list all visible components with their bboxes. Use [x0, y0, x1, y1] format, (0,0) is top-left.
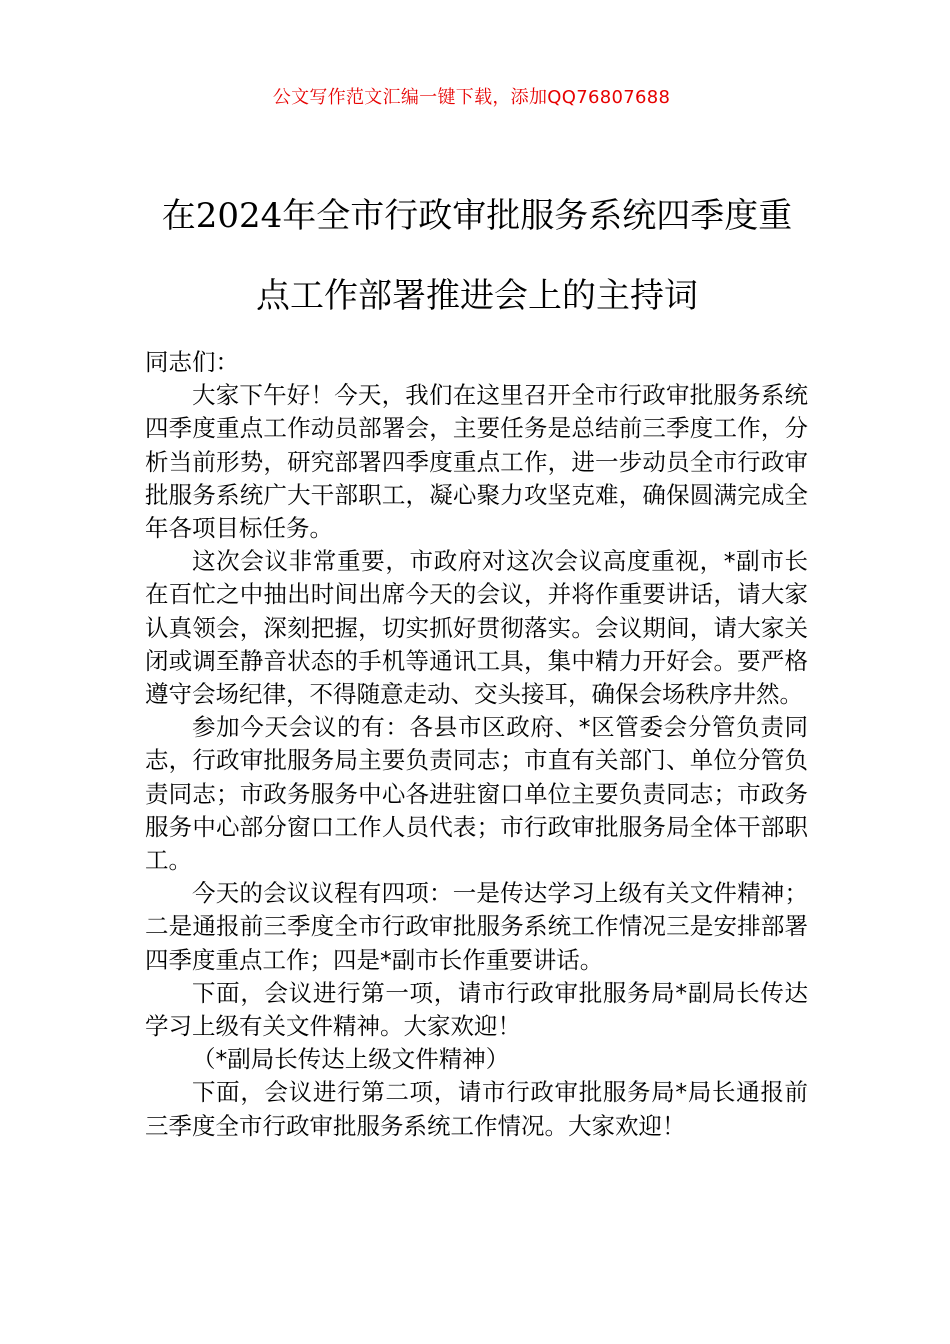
title-line-1: 在2024年全市行政审批服务系统四季度重: [161, 196, 793, 236]
title-line-2: 点工作部署推进会上的主持词: [256, 276, 698, 316]
paragraph-importance: 这次会议非常重要，市政府对这次会议高度重视，*副市长在百忙之中抽出时间出席今天的会议，并将作重要讲话，请大家认真领会，深刻把握，切实抓好贯彻落实。会议期间，请大家关闭或调至静音状态的手机等通讯工具，集中精力开好会。要严格遵守会场纪律，不得随意走动、交头接耳，确保会场秩序井然。: [145, 547, 808, 709]
salutation: 同志们：: [145, 348, 239, 376]
paragraph-stage-direction: （*副局长传达上级文件精神）: [192, 1045, 510, 1074]
paragraph-opening: 大家下午好！今天，我们在这里召开全市行政审批服务系统四季度重点工作动员部署会，主要任务是总结前三季度工作，分析当前形势，研究部署四季度重点工作，进一步动员全市行政审批服务系统广大干部职工，凝心聚力攻坚克难，确保圆满完成全年各项目标任务。: [145, 381, 808, 543]
paragraph-attendees: 参加今天会议的有：各县市区政府、*区管委会分管负责同志，行政审批服务局主要负责同志；市直有关部门、单位分管负责同志；市政务服务中心各进驻窗口单位主要负责同志；市政务服务中心部分窗口工作人员代表；市行政审批服务局全体干部职工。: [145, 713, 808, 875]
download-promo-note: 公文写作范文汇编一键下载，添加QQ76807688: [272, 87, 671, 108]
paragraph-item-two: 下面，会议进行第二项，请市行政审批服务局*局长通报前三季度全市行政审批服务系统工作情况。大家欢迎！: [145, 1078, 808, 1140]
paragraph-item-one: 下面，会议进行第一项，请市行政审批服务局*副局长传达学习上级有关文件精神。大家欢迎！: [145, 978, 808, 1041]
document-title: [133, 176, 821, 336]
document-body: [145, 346, 808, 1143]
paragraph-agenda: 今天的会议议程有四项：一是传达学习上级有关文件精神；二是通报前三季度全市行政审批服务系统工作情况三是安排部署四季度重点工作；四是*副市长作重要讲话。: [145, 879, 808, 974]
